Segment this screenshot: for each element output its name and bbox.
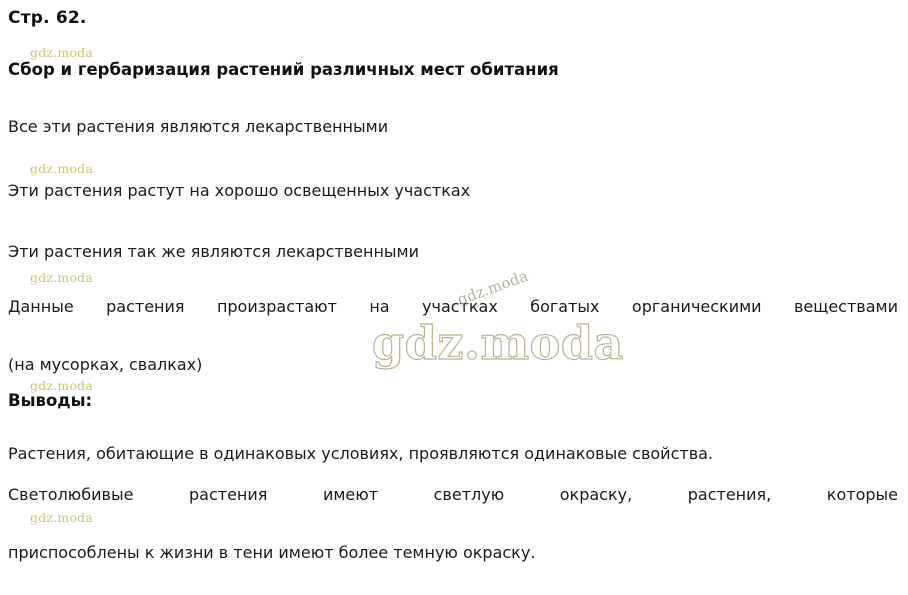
page-number: Стр. 62. xyxy=(8,8,87,28)
paragraph-5: Растения, обитающие в одинаковых условиях, проявляются одинаковые свойства. xyxy=(8,444,714,463)
paragraph-4-line-2: (на мусорках, свалках) xyxy=(8,355,203,374)
paragraph-6-line-1: Светолюбивые растения имеют светлую окраску, растения, которые xyxy=(8,485,898,504)
paragraph-6 xyxy=(8,485,898,563)
conclusions-label: Выводы: xyxy=(8,391,93,410)
paragraph-3: Эти растения так же являются лекарственными xyxy=(8,242,419,261)
watermark-gdz-moda-3: gdz.moda xyxy=(30,270,93,285)
watermark-gdz-moda-1: gdz.moda xyxy=(30,45,93,60)
watermark-gdz-moda-diagonal: gdz.moda xyxy=(455,266,531,309)
paragraph-4 xyxy=(8,297,898,375)
watermark-gdz-moda-4: gdz.moda xyxy=(30,378,93,393)
watermark-gdz-moda-5: gdz.moda xyxy=(30,510,93,525)
watermark-gdz-moda-large: gdz.moda xyxy=(372,316,624,370)
watermark-gdz-moda-2: gdz.moda xyxy=(30,161,93,176)
page-title: Сбор и гербаризация растений различных мест обитания xyxy=(8,60,559,79)
paragraph-2: Эти растения растут на хорошо освещенных участках xyxy=(8,181,471,200)
paragraph-1: Все эти растения являются лекарственными xyxy=(8,117,389,136)
paragraph-6-line-2: приспособлены к жизни в тени имеют более темную окраску. xyxy=(8,543,536,562)
paragraph-4-line-1: Данные растения произрастают на участках богатых органическими веществами xyxy=(8,297,898,316)
